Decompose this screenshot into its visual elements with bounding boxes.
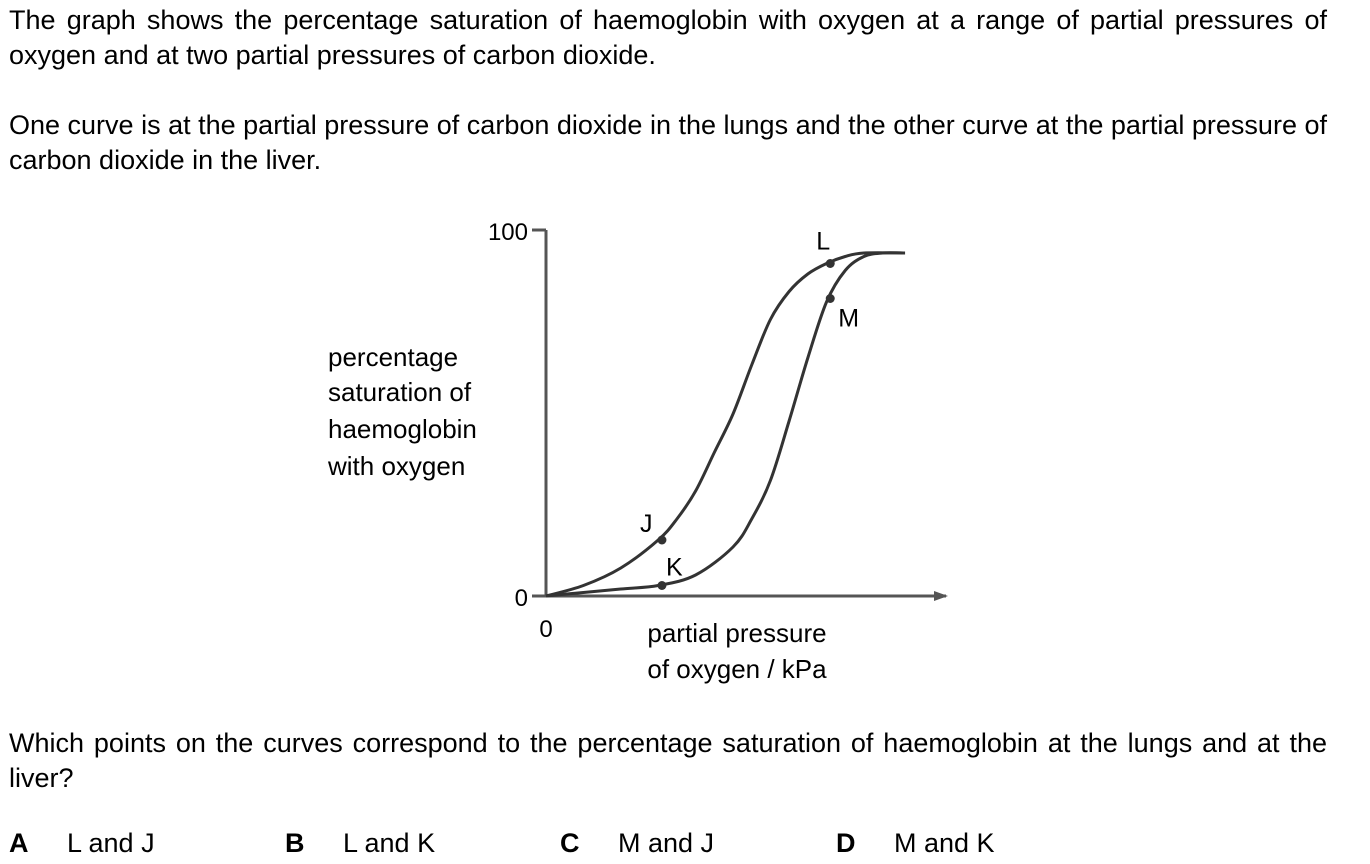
question-prompt: Which points on the curves correspond to the percentage saturation of haemoglobin at the lungs and at the liver? bbox=[9, 728, 1327, 793]
point-l-marker bbox=[826, 259, 835, 268]
question-intro: The graph shows the percentage saturation of haemoglobin with oxygen at a range of partial pressures of oxygen and at two partial pressures of carbon dioxide. bbox=[9, 5, 1327, 70]
point-m-label: M bbox=[838, 304, 860, 333]
y-axis-label-line-3: haemoglobin bbox=[328, 414, 477, 444]
point-j-marker bbox=[657, 536, 666, 545]
option-d-letter: D bbox=[836, 828, 856, 858]
option-a-text: L and J bbox=[67, 828, 155, 858]
point-m-marker bbox=[826, 294, 835, 303]
x-axis-label-line-1: partial pressure bbox=[647, 618, 827, 648]
option-a-letter: A bbox=[9, 828, 29, 858]
option-c-letter: C bbox=[560, 828, 580, 858]
point-l-label: L bbox=[816, 227, 831, 256]
y-tick-label-0: 0 bbox=[514, 585, 528, 612]
x-tick-label-0: 0 bbox=[539, 616, 553, 643]
y-tick-label-100: 100 bbox=[487, 219, 528, 246]
x-axis-label-line-2: of oxygen / kPa bbox=[647, 654, 827, 684]
y-axis-label-line-2: saturation of bbox=[328, 377, 472, 407]
option-b-text: L and K bbox=[343, 828, 436, 858]
option-d-text: M and K bbox=[894, 828, 995, 858]
option-b-letter: B bbox=[285, 828, 305, 858]
point-j-label: J bbox=[639, 510, 653, 538]
point-k-marker bbox=[657, 581, 666, 590]
point-k-label: K bbox=[665, 553, 683, 582]
y-axis-label-line-1: percentage bbox=[328, 342, 459, 372]
option-c-text: M and J bbox=[618, 828, 715, 858]
y-axis-label-line-4: with oxygen bbox=[328, 451, 466, 481]
question-context: One curve is at the partial pressure of carbon dioxide in the lungs and the other curve at the partial pressure of carbon dioxide in the liver. bbox=[9, 110, 1327, 175]
